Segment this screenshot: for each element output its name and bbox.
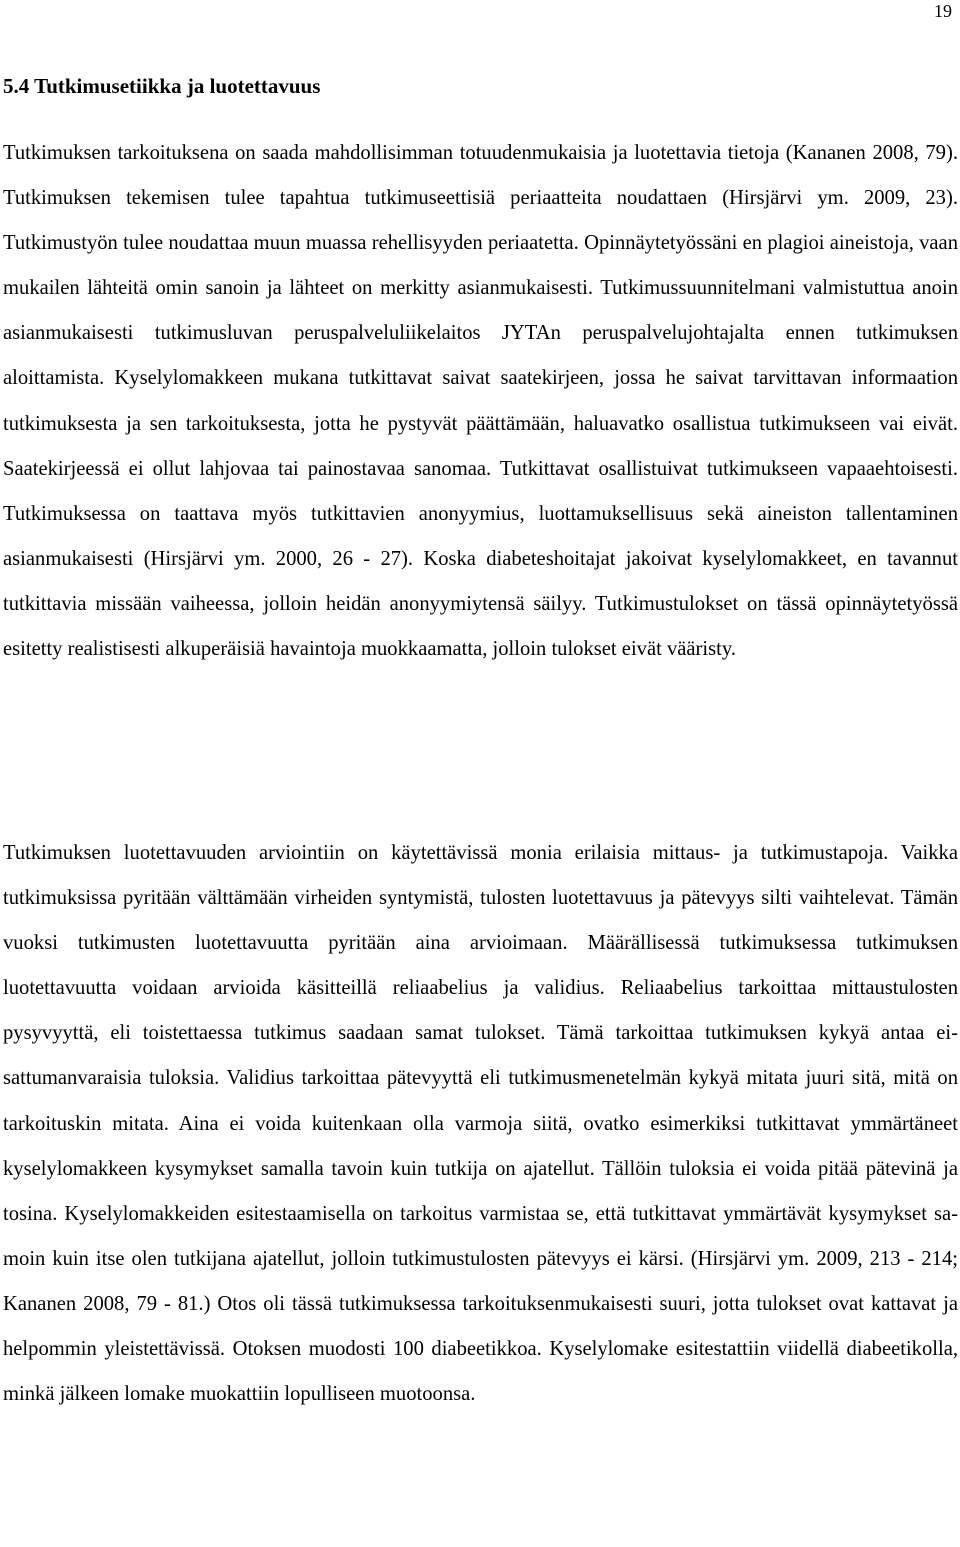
body-paragraph-reliability: Tutkimuksen luotettavuuden arviointiin on käytettävissä monia erilaisia mittaus- ja tutkimustapoja. Vaikka tutkimuksissa pyritään välttämään virheiden syntymistä, tulosten luotettavuus ja pätevyys silti vaihtelevat. Tämän vuoksi tutkimusten luotettavuutta pyritään aina arvioimaan. Määrällisessä tutkimuksessa tutkimuksen luotettavuutta voidaan arvioida käsitteillä reliaabelius ja validius. Reliaabelius tarkoittaa mittaustulosten pysyvyyttä, eli toistettaessa tutkimus saadaan samat tulokset. Tämä tarkoittaa tutkimuksen kykyä antaa ei-sattumanvaraisia tuloksia. Validius tarkoittaa pätevyyttä eli tutkimusmenetelmän kykyä mitata juuri sitä, mitä on tarkoituskin mitata. Aina ei voida kuitenkaan olla varmoja siitä, ovatko esimerkiksi tutkittavat ymmärtäneet kyselylomakkeen kysymykset samalla tavoin kuin tutkija on ajatellut. Tällöin tuloksia ei voida pitää pätevinä ja tosina. Kyselylomakkeiden esitestaamisella on tarkoitus varmistaa se, että tutkittavat ymmärtävät kysymykset samoin kuin itse olen tutkijana ajatellut, jolloin tutkimustulosten pätevyys ei kärsi. (Hirsjärvi ym. 2009, 213 - 214; Kananen 2008, 79 - 81.) Otos oli tässä tutkimuksessa tarkoituksenmukaisesti suuri, jotta tulokset ovat kattavat ja helpommin yleistettävissä. Otoksen muodosti 100 diabeetikkoa. Kyselylomake esitestattiin viidellä diabeetikolla, minkä jälkeen lomake muokattiin lopulliseen muotoonsa. bbox=[3, 842, 958, 1406]
section-heading: 5.4 Tutkimusetiikka ja luotettavuus bbox=[3, 74, 321, 98]
page-number: 19 bbox=[934, 1, 952, 21]
body-paragraph-ethics: Tutkimuksen tarkoituksena on saada mahdollisimman totuudenmukaisia ja luotettavia tietoja (Kananen 2008, 79). Tutkimuksen tekemisen tulee tapahtua tutkimuseettisiä periaatteita noudattaen (Hirsjärvi ym. 2009, 23). Tutkimustyön tulee noudattaa muun muassa rehellisyyden periaatetta. Opinnäytetyössäni en plagioi aineistoja, vaan mukailen lähteitä omin sanoin ja lähteet on merkitty asianmukaisesti. Tutkimussuunnitelmani valmistuttua anoin asianmukaisesti tutkimusluvan peruspalveluliikelaitos JYTAn peruspalvelujohtajalta ennen tutkimuksen aloittamista. Kyselylomakkeen mukana tutkittavat saivat saatekirjeen, jossa he saivat tarvittavan informaation tutkimuksesta ja sen tarkoituksesta, jotta he pystyvät päättämään, haluavatko osallistua tutkimukseen vai eivät. Saatekirjeessä ei ollut lahjovaa tai painostavaa sanomaa. Tutkittavat osallistuivat tutkimukseen vapaaehtoisesti. Tutkimuksessa on taattava myös tutkittavien anonyymius, luottamuksellisuus sekä aineiston tallentaminen asianmukaisesti (Hirsjärvi ym. 2000, 26 - 27). Koska diabeteshoitajat jakoivat kyselylomakkeet, en tavannut tutkittavia missään vaiheessa, jolloin heidän anonyymiytensä säilyy. Tutkimustulokset on tässä opinnäytetyössä esitetty realistisesti alkuperäisiä havaintoja muokkaamatta, jolloin tulokset eivät vääristy. bbox=[3, 142, 958, 661]
